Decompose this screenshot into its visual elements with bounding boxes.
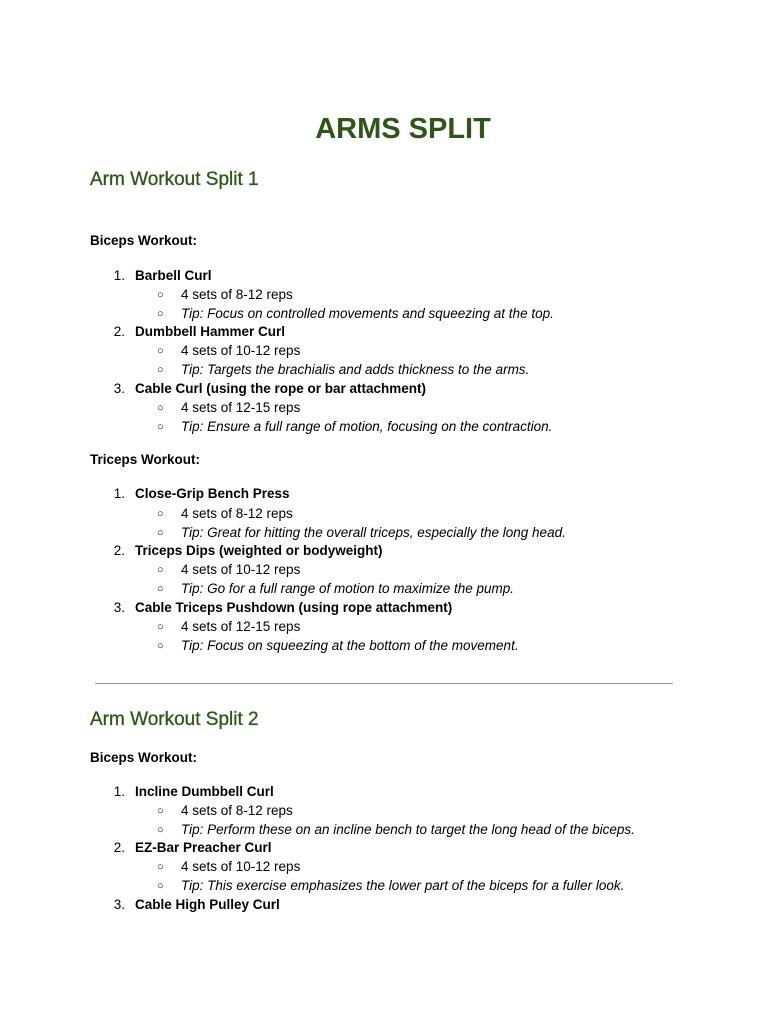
tip-text: Tip: This exercise emphasizes the lower part of the biceps for a fuller look. [181, 878, 625, 893]
sets-text: 4 sets of 8-12 reps [181, 287, 293, 302]
exercise-number: 1. [113, 268, 125, 283]
exercise-name: Barbell Curl [135, 268, 212, 283]
exercise-name: Dumbbell Hammer Curl [135, 324, 286, 339]
hollow-circle-bullet-icon: ○ [157, 345, 164, 357]
hollow-circle-bullet-icon: ○ [157, 289, 164, 301]
exercise-number: 2. [113, 840, 125, 855]
hollow-circle-bullet-icon: ○ [157, 508, 164, 520]
hollow-circle-bullet-icon: ○ [157, 564, 164, 576]
exercise-name: Cable Curl (using the rope or bar attachment) [135, 381, 427, 396]
sets-text: 4 sets of 12-15 reps [181, 619, 301, 634]
exercise-item [0, 896, 768, 914]
exercise-item [0, 783, 768, 801]
sets-text: 4 sets of 10-12 reps [181, 859, 301, 874]
exercise-name: EZ-Bar Preacher Curl [135, 840, 272, 855]
sets-text: 4 sets of 10-12 reps [181, 562, 301, 577]
exercise-number: 3. [113, 381, 125, 396]
exercise-name: Cable Triceps Pushdown (using rope attachment) [135, 600, 453, 615]
exercise-number: 1. [113, 784, 125, 799]
tip-text: Tip: Great for hitting the overall triceps, especially the long head. [181, 525, 566, 540]
horizontal-divider [95, 683, 673, 684]
exercise-sets [0, 618, 768, 636]
exercise-name: Cable High Pulley Curl [135, 897, 280, 912]
exercise-item [0, 380, 768, 398]
tip-text: Tip: Focus on controlled movements and squeezing at the top. [181, 306, 554, 321]
hollow-circle-bullet-icon: ○ [157, 640, 164, 652]
exercise-tip [0, 524, 768, 542]
hollow-circle-bullet-icon: ○ [157, 421, 164, 433]
hollow-circle-bullet-icon: ○ [157, 308, 164, 320]
exercise-name: Close-Grip Bench Press [135, 486, 290, 501]
tip-text: Tip: Ensure a full range of motion, focusing on the contraction. [181, 419, 553, 434]
exercise-item [0, 485, 768, 503]
hollow-circle-bullet-icon: ○ [157, 583, 164, 595]
split-1-biceps-label: Biceps Workout: [90, 233, 198, 248]
hollow-circle-bullet-icon: ○ [157, 824, 164, 836]
exercise-number: 2. [113, 543, 125, 558]
exercise-number: 2. [113, 324, 125, 339]
tip-text: Tip: Perform these on an incline bench to target the long head of the biceps. [181, 822, 635, 837]
sets-text: 4 sets of 8-12 reps [181, 803, 293, 818]
exercise-number: 3. [113, 600, 125, 615]
sets-text: 4 sets of 8-12 reps [181, 506, 293, 521]
exercise-name: Incline Dumbbell Curl [135, 784, 274, 799]
exercise-sets [0, 561, 768, 579]
hollow-circle-bullet-icon: ○ [157, 805, 164, 817]
exercise-item [0, 323, 768, 341]
exercise-sets [0, 505, 768, 523]
exercise-tip [0, 305, 768, 323]
exercise-sets [0, 286, 768, 304]
exercise-item [0, 267, 768, 285]
exercise-tip [0, 877, 768, 895]
exercise-name: Triceps Dips (weighted or bodyweight) [135, 543, 383, 558]
tip-text: Tip: Focus on squeezing at the bottom of the movement. [181, 638, 519, 653]
exercise-item [0, 839, 768, 857]
exercise-tip [0, 361, 768, 379]
hollow-circle-bullet-icon: ○ [157, 621, 164, 633]
exercise-tip [0, 637, 768, 655]
exercise-sets [0, 399, 768, 417]
exercise-sets [0, 802, 768, 820]
hollow-circle-bullet-icon: ○ [157, 861, 164, 873]
split-1-heading: Arm Workout Split 1 [90, 169, 259, 190]
document-title: ARMS SPLIT [315, 113, 491, 145]
hollow-circle-bullet-icon: ○ [157, 364, 164, 376]
split-2-heading: Arm Workout Split 2 [90, 709, 259, 730]
tip-text: Tip: Go for a full range of motion to maximize the pump. [181, 581, 515, 596]
exercise-sets [0, 858, 768, 876]
split-1-triceps-label: Triceps Workout: [90, 452, 201, 467]
sets-text: 4 sets of 10-12 reps [181, 343, 301, 358]
exercise-number: 1. [113, 486, 125, 501]
exercise-tip [0, 580, 768, 598]
hollow-circle-bullet-icon: ○ [157, 402, 164, 414]
sets-text: 4 sets of 12-15 reps [181, 400, 301, 415]
exercise-sets [0, 342, 768, 360]
exercise-item [0, 599, 768, 617]
exercise-tip [0, 418, 768, 436]
split-2-biceps-label: Biceps Workout: [90, 750, 198, 765]
tip-text: Tip: Targets the brachialis and adds thickness to the arms. [181, 362, 530, 377]
exercise-item [0, 542, 768, 560]
exercise-tip [0, 821, 768, 839]
exercise-number: 3. [113, 897, 125, 912]
hollow-circle-bullet-icon: ○ [157, 527, 164, 539]
hollow-circle-bullet-icon: ○ [157, 880, 164, 892]
